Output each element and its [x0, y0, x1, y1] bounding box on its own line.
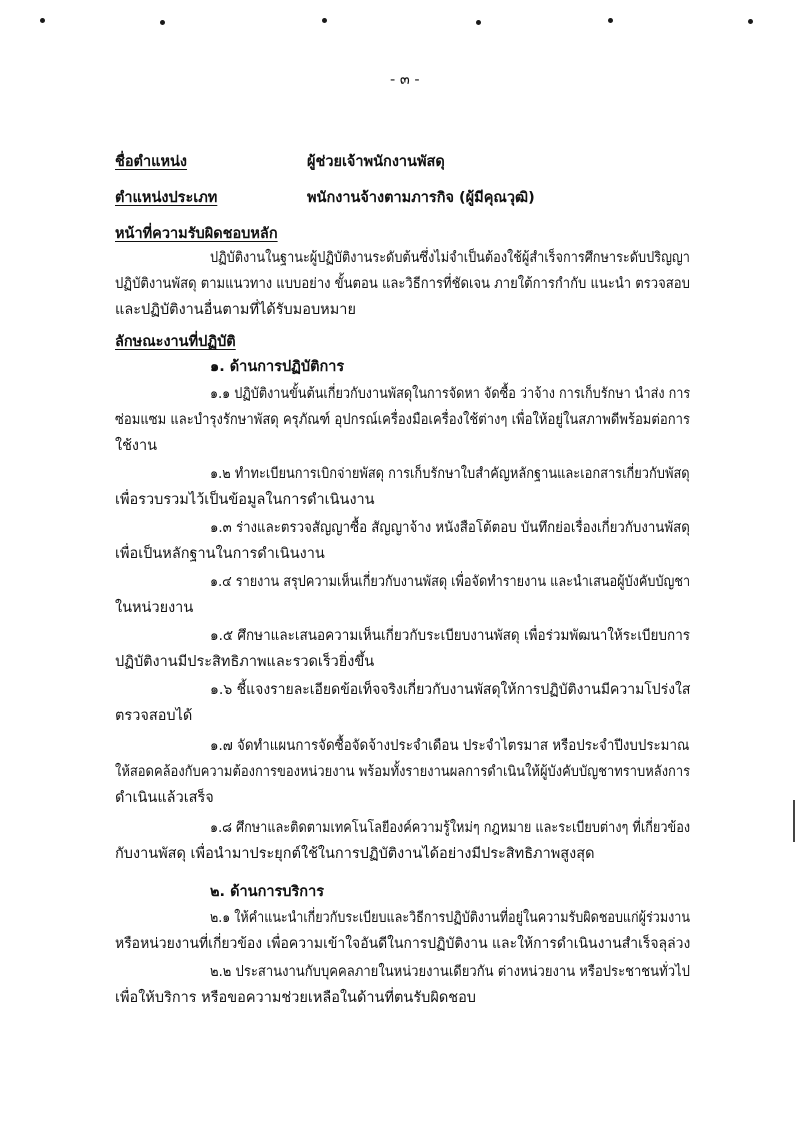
item-1-7-line: ๑.๗ จัดทำแผนการจัดซื้อจัดจ้างประจำเดือน ประจำไตรมาส หรือประจำปีงบประมาณ — [210, 738, 690, 754]
position-name-value: ผู้ช่วยเจ้าพนักงานพัสดุ — [307, 154, 445, 170]
item-2-1-line: หรือหน่วยงานที่เกี่ยวข้อง เพื่อความเข้าใจอันดีในการปฏิบัติงาน และให้การดำเนินงานสำเร็จลุล่วง — [115, 936, 691, 952]
scan-speck — [748, 19, 753, 24]
item-1-5-line: ๑.๕ ศึกษาและเสนอความเห็นเกี่ยวกับระเบียบงานพัสดุ เพื่อร่วมพัฒนาให้ระเบียบการ — [210, 628, 691, 644]
item-1-2-line: เพื่อรวบรวมไว้เป็นข้อมูลในการดำเนินงาน — [115, 492, 375, 508]
scan-speck — [476, 20, 481, 25]
item-1-3-line: เพื่อเป็นหลักฐานในการดำเนินงาน — [115, 546, 325, 562]
section2-title: ๒. ด้านการบริการ — [210, 884, 324, 900]
item-1-1-line: ซ่อมแซม และบำรุงรักษาพัสดุ ครุภัณฑ์ อุปกรณ์เครื่องมือเครื่องใช้ต่างๆ เพื่อให้อยู่ในสภาพดีพร้อมต่อการ — [115, 412, 691, 428]
item-1-1-line: ๑.๑ ปฏิบัติงานขั้นต้นเกี่ยวกับงานพัสดุในการจัดหา จัดซื้อ ว่าจ้าง การเก็บรักษา นำส่ง การ — [210, 386, 691, 402]
item-1-8-line: ๑.๘ ศึกษาและติดตามเทคโนโลยีองค์ความรู้ใหม่ๆ กฎหมาย และระเบียบต่างๆ ที่เกี่ยวข้อง — [210, 820, 691, 836]
item-1-4-line: ในหน่วยงาน — [115, 600, 194, 616]
scan-speck — [322, 18, 327, 23]
scan-speck — [40, 18, 45, 23]
item-2-2-line: เพื่อให้บริการ หรือขอความช่วยเหลือในด้านที่ตนรับผิดชอบ — [115, 990, 476, 1006]
main-duties-line: ปฏิบัติงานพัสดุ ตามแนวทาง แบบอย่าง ขั้นตอน และวิธีการที่ชัดเจน ภายใต้การกำกับ แนะนำ ตรวจสอบ — [115, 276, 690, 292]
item-1-5-line: ปฏิบัติงานมีประสิทธิภาพและรวดเร็วยิ่งขึ้น — [115, 654, 375, 670]
page-number: - ๓ - — [390, 72, 420, 88]
position-name-label: ชื่อตำแหน่ง — [115, 154, 188, 170]
item-1-7-line: ให้สอดคล้องกับความต้องการของหน่วยงาน พร้อมทั้งรายงานผลการดำเนินให้ผู้บังคับบัญชาทราบหลังการ — [115, 764, 691, 780]
item-1-4-line: ๑.๔ รายงาน สรุปความเห็นเกี่ยวกับงานพัสดุ เพื่อจัดทำรายงาน และนำเสนอผู้บังคับบัญชา — [210, 574, 691, 590]
item-1-3-line: ๑.๓ ร่างและตรวจสัญญาซื้อ สัญญาจ้าง หนังสือโต้ตอบ บันทึกย่อเรื่องเกี่ยวกับงานพัสดุ — [210, 520, 690, 536]
section1-title: ๑. ด้านการปฏิบัติการ — [210, 359, 345, 375]
item-1-7-line: ดำเนินแล้วเสร็จ — [115, 790, 214, 806]
work-nature-heading: ลักษณะงานที่ปฏิบัติ — [115, 334, 236, 350]
position-type-label: ตำแหน่งประเภท — [115, 190, 218, 206]
scan-speck — [160, 20, 165, 25]
item-1-2-line: ๑.๒ ทำทะเบียนการเบิกจ่ายพัสดุ การเก็บรักษาใบสำคัญหลักฐานและเอกสารเกี่ยวกับพัสดุ — [210, 466, 690, 482]
item-2-1-line: ๒.๑ ให้คำแนะนำเกี่ยวกับระเบียบและวิธีการปฏิบัติงานที่อยู่ในความรับผิดชอบแก่ผู้ร่วมงาน — [210, 910, 690, 926]
main-duties-line: ปฏิบัติงานในฐานะผู้ปฏิบัติงานระดับต้นซึ่งไม่จำเป็นต้องใช้ผู้สำเร็จการศึกษาระดับปริญญา — [210, 250, 690, 266]
main-duties-line: และปฏิบัติงานอื่นตามที่ได้รับมอบหมาย — [115, 302, 356, 318]
item-1-1-line: ใช้งาน — [115, 438, 158, 454]
position-type-value: พนักงานจ้างตามภารกิจ (ผู้มีคุณวุฒิ) — [307, 190, 535, 206]
scan-speck — [608, 18, 613, 23]
main-duties-heading: หน้าที่ความรับผิดชอบหลัก — [115, 226, 278, 242]
item-2-2-line: ๒.๒ ประสานงานกับบุคคลภายในหน่วยงานเดียวกัน ต่างหน่วยงาน หรือประชาชนทั่วไป — [210, 964, 690, 980]
item-1-6-line: ตรวจสอบได้ — [115, 708, 193, 724]
item-1-8-line: กับงานพัสดุ เพื่อนำมาประยุกต์ใช้ในการปฏิบัติงานได้อย่างมีประสิทธิภาพสูงสุด — [115, 846, 595, 862]
item-1-6-line: ๑.๖ ชี้แจงรายละเอียดข้อเท็จจริงเกี่ยวกับงานพัสดุให้การปฏิบัติงานมีความโปร่งใส — [210, 682, 691, 698]
scan-margin-mark — [793, 800, 795, 842]
